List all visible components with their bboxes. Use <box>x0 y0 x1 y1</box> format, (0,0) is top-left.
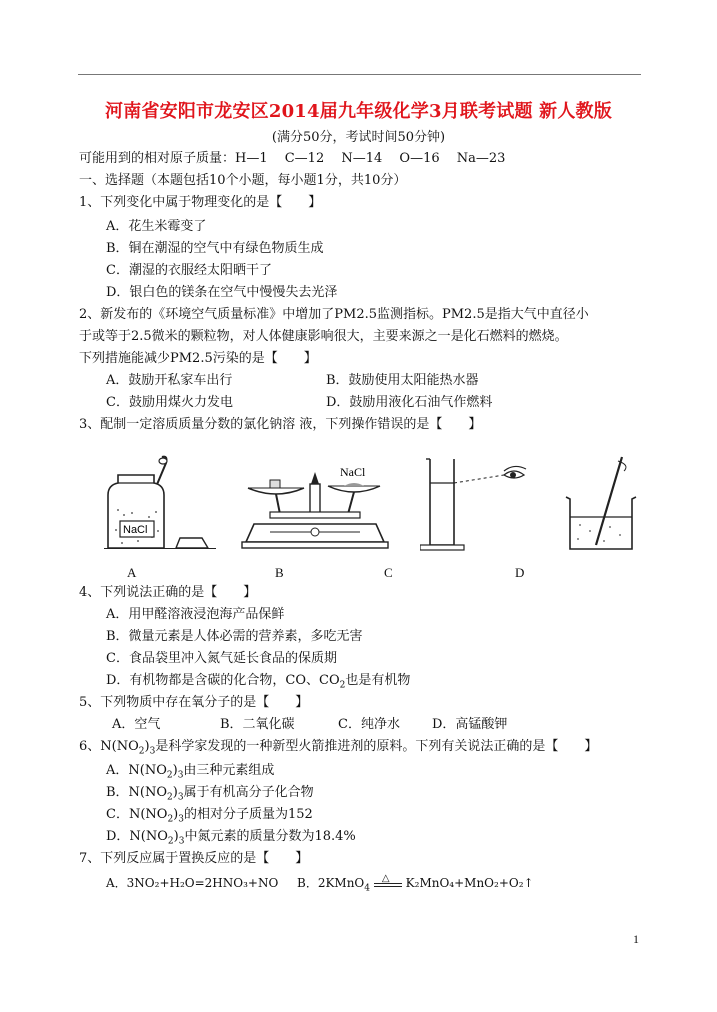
figure-label-d: D <box>515 565 525 580</box>
page-title: 河南省安阳市龙安区2014届九年级化学3月联考试题 新人教版 <box>105 101 612 122</box>
q1-option-a: A．花生米霉变了 <box>106 219 207 234</box>
jar-label: NaCl <box>123 524 148 536</box>
q2-option-c: C．鼓励用煤火力发电 <box>106 395 233 410</box>
section-heading: 一、选择题（本题包括10个小题，每小题1分，共10分） <box>79 173 407 188</box>
q5-option-b: B．二氧化碳 <box>220 717 295 732</box>
figure-label-b: B <box>275 565 284 580</box>
q7-option-a: A．3NO₂+H₂O=2HNO₃+NO <box>106 876 279 890</box>
q6-option-c: C．$N(NO_2)_3$的相对分子质量为152 <box>106 807 313 825</box>
q6-stem: 6、$N(NO_2)_3$是科学家发现的一种新型火箭推进剂的原料。下列有关说法正确的是【 】 <box>79 739 598 757</box>
page-number: 1 <box>633 932 639 946</box>
q2-option-b: B．鼓励使用太阳能热水器 <box>326 373 479 388</box>
q2-stem-line3: 下列措施能减少PM2.5污染的是【 】 <box>79 351 317 366</box>
q3-stem: 3、配制一定溶质质量分数的氯化钠溶 液，下列操作错误的是【 】 <box>79 417 482 432</box>
q6-option-b: B．$N(NO_2)_3$属于有机高分子化合物 <box>106 785 314 803</box>
q2-option-a: A．鼓励开私家车出行 <box>106 373 233 388</box>
figure-c-cylinder <box>420 455 535 553</box>
q4-option-c: C．食品袋里冲入氮气延长食品的保质期 <box>106 651 337 666</box>
heat-condition: △ <box>374 877 402 891</box>
q2-option-d: D．鼓励用液化石油气作燃料 <box>326 395 493 410</box>
scale-label: NaCl <box>340 465 366 479</box>
atomic-masses: 可能用到的相对原子质量：H—1 C—12 N—14 O—16 Na—23 <box>79 151 506 166</box>
q1-option-c: C．潮湿的衣服经太阳晒干了 <box>106 263 272 278</box>
q4-option-d: D．有机物都是含碳的化合物，CO、$CO_2$也是有机物 <box>106 673 411 691</box>
q5-option-a: A．空气 <box>112 717 161 732</box>
figure-a-reagent-jar <box>104 455 219 555</box>
q5-stem: 5、下列物质中存在氧分子的是【 】 <box>79 695 309 710</box>
q4-stem: 4、下列说法正确的是【 】 <box>79 585 257 600</box>
q1-option-b: B．铜在潮湿的空气中有绿色物质生成 <box>106 241 324 256</box>
figure-label-c: C <box>384 565 393 580</box>
q6-option-a: A．$N(NO_2)_3$由三种元素组成 <box>106 763 275 781</box>
figure-b-balance <box>240 462 390 554</box>
page-subtitle: (满分50分，考试时间50分钟) <box>271 130 446 145</box>
q5-option-c: C．纯净水 <box>338 717 400 732</box>
q2-stem-line1: 2、新发布的《环境空气质量标准》中增加了PM2.5监测指标。PM2.5是指大气中直径小 <box>79 307 589 322</box>
q6-option-d: D．$N(NO_2)_3$中氮元素的质量分数为18.4% <box>106 829 356 847</box>
figure-label-a: A <box>127 565 137 580</box>
q1-stem: 1、下列变化中属于物理变化的是【 】 <box>79 195 322 210</box>
q2-stem-line2: 于或等于2.5微米的颗粒物，对人体健康影响很大，主要来源之一是化石燃料的燃烧。 <box>79 329 568 344</box>
q1-option-d: D．银白色的镁条在空气中慢慢失去光泽 <box>106 285 338 300</box>
q7-stem: 7、下列反应属于置换反应的是【 】 <box>79 851 309 866</box>
q7-option-b: B．2KMnO$_4$ △ K₂MnO₄+MnO₂+O₂↑ <box>297 872 534 894</box>
top-rule <box>78 74 641 75</box>
q4-option-a: A．用甲醛溶液浸泡海产品保鲜 <box>106 607 285 622</box>
figure-d-beaker <box>560 455 640 555</box>
q5-option-d: D．高锰酸钾 <box>432 717 508 732</box>
q4-option-b: B．微量元素是人体必需的营养素，多吃无害 <box>106 629 363 644</box>
